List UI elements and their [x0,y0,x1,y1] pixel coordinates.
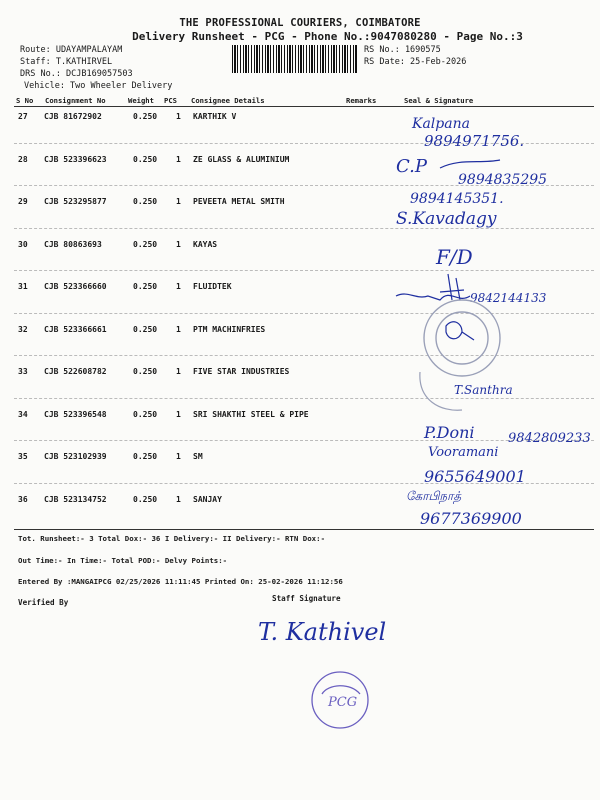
staff-signature: T. Kathivel [258,618,387,646]
row-consignee: SRI SHAKTHI STEEL & PIPE [193,410,309,419]
row-sno: 27 [18,112,28,121]
col-remarks: Remarks [346,96,377,105]
row-consignee: SM [193,452,203,461]
staff-label: Staff: T.KATHIRVEL [20,57,113,67]
verified-by: Verified By [18,598,69,607]
sig-33-name: T.Santhra [454,383,513,397]
entered-by-line: Entered By :MANGAIPCG 02/25/2026 11:11:45 Printed On: 25-02-2026 11:12:56 [18,577,343,586]
col-consignee: Consignee Details [191,96,265,105]
row-sno: 30 [18,240,28,249]
sig-28-phone: 9894835295 [458,172,548,188]
row-consignee: PTM MACHINFRIES [193,325,266,334]
row-consignment-no: CJB 523295877 [44,197,107,206]
row-consignment-no: CJB 523102939 [44,452,107,461]
col-consignment: Consignment No [45,96,106,105]
row-consignment-no: CJB 522608782 [44,367,107,376]
sig-28-mark: C.P [396,156,427,177]
vehicle-label: Vehicle: Two Wheeler Delivery [24,81,173,91]
sig-34-name2: Vooramani [428,445,499,460]
sig-27-name: Kalpana [412,116,470,132]
row-sno: 33 [18,367,28,376]
row-pcs: 1 [176,112,181,121]
sig-31-phone: 9842144133 [470,291,547,305]
row-sno: 32 [18,325,28,334]
row-consignment-no: CJB 81672902 [44,112,102,121]
row-pcs: 1 [176,410,181,419]
time-line: Out Time:- In Time:- Total POD:- Delvy Points:- [18,556,228,565]
row-consignee: FLUIDTEK [193,282,232,291]
row-consignee: KARTHIK V [193,112,237,121]
row-weight: 0.250 [133,452,158,461]
row-consignment-no: CJB 523366661 [44,325,107,334]
sig-30-fd: F/D [436,245,473,269]
sig-34-name: P.Doni [424,423,475,442]
row-weight: 0.250 [133,325,158,334]
row-sno: 31 [18,282,28,291]
row-sno: 36 [18,495,28,504]
sig-35-phone: 9655649001 [424,467,526,486]
row-consignee: FIVE STAR INDUSTRIES [193,367,290,376]
row-sno: 29 [18,197,28,206]
row-consignee: KAYAS [193,240,218,249]
col-seal-signature: Seal & Signature [404,96,474,105]
col-weight: Weight [128,96,154,105]
row-sno: 34 [18,410,28,419]
row-sno: 28 [18,155,28,164]
row-pcs: 1 [176,367,181,376]
row-consignment-no: CJB 523396548 [44,410,107,419]
row-consignment-no: CJB 523134752 [44,495,107,504]
row-consignment-no: CJB 80863693 [44,240,102,249]
sig-27-phone: 9894971756. [424,132,525,150]
drs-label: DRS No.: DCJB169057503 [20,69,133,79]
row-consignee: SANJAY [193,495,222,504]
row-weight: 0.250 [133,367,158,376]
row-pcs: 1 [176,325,181,334]
sig-36-name: கோபிநாத் [406,489,462,503]
row-pcs: 1 [176,240,181,249]
company-stamp [424,300,500,376]
row-pcs: 1 [176,495,181,504]
sig-34-phone: 9842809233 [508,431,591,446]
row-weight: 0.250 [133,112,158,121]
rs-date: RS Date: 25-Feb-2026 [364,57,467,67]
runsheet-subtitle: Delivery Runsheet - PCG - Phone No.:9047080280 - Page No.:3 [132,30,523,43]
company-title: THE PROFESSIONAL COURIERS, COIMBATORE [179,17,421,29]
row-consignee: PEVEETA METAL SMITH [193,197,285,206]
row-weight: 0.250 [133,410,158,419]
row-sno: 35 [18,452,28,461]
row-consignment-no: CJB 523396623 [44,155,107,164]
route-label: Route: UDAYAMPALAYAM [20,45,123,55]
row-pcs: 1 [176,282,181,291]
row-pcs: 1 [176,452,181,461]
row-weight: 0.250 [133,240,158,249]
rs-number: RS No.: 1690575 [364,45,441,55]
row-pcs: 1 [176,155,181,164]
col-pcs: PCS [164,96,177,105]
row-consignment-no: CJB 523366660 [44,282,107,291]
staff-signature-label: Staff Signature [272,594,341,603]
sig-29-phone: 9894145351. [410,191,504,207]
row-weight: 0.250 [133,197,158,206]
row-pcs: 1 [176,197,181,206]
row-weight: 0.250 [133,282,158,291]
footer-divider [14,529,594,530]
totals-line: Tot. Runsheet:- 3 Total Dox:- 36 I Delivery:- II Delivery:- RTN Dox:- [18,534,326,543]
row-weight: 0.250 [133,495,158,504]
pcg-stamp-text: PCG [328,695,358,710]
row-consignee: ZE GLASS & ALUMINIUM [193,155,290,164]
col-sno: S No [16,96,34,105]
row-weight: 0.250 [133,155,158,164]
sig-29-name: S.Kavadagy [396,209,497,229]
sig-36-phone: 9677369900 [420,509,522,528]
